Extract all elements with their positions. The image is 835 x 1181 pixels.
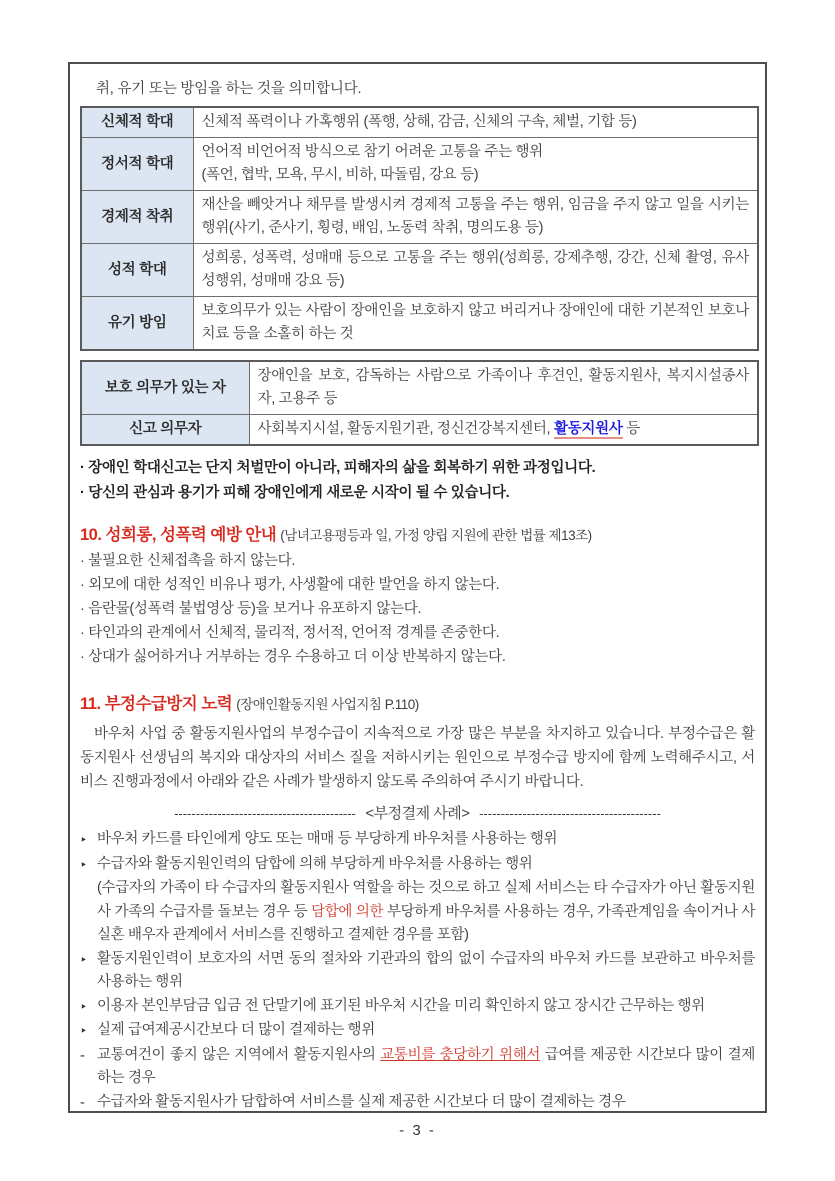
- fraud-case-text: 실제 급여제공시간보다 더 많이 결제하는 행위: [97, 1022, 375, 1038]
- subnote-pre: (수급자의 가족이 타 수급자의 활동지원사 역할을 하는 것으로 하고 실제 서비스는 타 수급자가 아닌 활동지원사 가족의 수급자를 돌보는 경우 등: [97, 880, 755, 920]
- fraud-case-item: [80, 853, 755, 878]
- divider-dashes-left: ------------------------------------------: [174, 806, 356, 821]
- fraud-case-item: [80, 1044, 755, 1091]
- table-row: [81, 415, 758, 446]
- fraud-case-item: [80, 995, 755, 1020]
- row-desc-report-duty: [249, 415, 758, 446]
- row-desc-abandonment-neglect: 보호의무가 있는 사람이 장애인을 보호하지 않고 버리거나 장애인에 대한 기본적인 보호나 치료 등을 소홀히 하는 것: [193, 297, 758, 351]
- row-label-report-duty: 신고 의무자: [81, 415, 249, 446]
- fraud-case-subnote: [80, 877, 755, 948]
- report-note: · 당신의 관심과 용기가 피해 장애인에게 새로운 시작이 될 수 있습니다.: [80, 485, 510, 501]
- case-pre: 교통여건이 좋지 않은 지역에서 활동지원사의: [97, 1046, 381, 1063]
- prevention-item: · 불필요한 신체접촉을 하지 않는다.: [80, 553, 296, 569]
- prevention-item: · 외모에 대한 성적인 비유나 평가, 사생활에 대한 발언을 하지 않는다.: [80, 577, 500, 593]
- fraud-case-text: 활동지원인력이 보호자의 서면 동의 절차와 기관과의 합의 없이 수급자의 바우처 카드를 보관하고 바우처를 사용하는 행위: [97, 950, 755, 990]
- table-row: [81, 138, 758, 191]
- dash-marker: -: [80, 1047, 85, 1064]
- intro-line: 취, 유기 또는 방임을 하는 것을 의미합니다.: [96, 81, 362, 97]
- section-10-items: [80, 549, 755, 669]
- section-11-title-row: [80, 691, 755, 718]
- fraud-cases-list: [80, 828, 755, 1113]
- prevention-item: · 상대가 싫어하거나 거부하는 경우 수용하고 더 이상 반복하지 않는다.: [80, 649, 506, 665]
- table-row: [81, 297, 758, 351]
- row-label-physical-abuse: 신체적 학대: [81, 107, 193, 138]
- case-red-underlined-phrase: 교통비를 충당하기 위해서: [380, 1046, 541, 1063]
- desc-line: (폭언, 협박, 모욕, 무시, 비하, 따돌림, 강요 등): [201, 167, 479, 183]
- fraud-case-text: [97, 1044, 755, 1091]
- fraud-case-text: 이용자 본인부담금 입금 전 단말기에 표기된 바우처 시간을 미리 확인하지 않고 장시간 근무하는 행위: [97, 997, 705, 1014]
- bullet-marker: ‣: [80, 952, 87, 967]
- report-note: · 장애인 학대신고는 단지 처벌만이 아니라, 피해자의 삶을 회복하기 위한 과정입니다.: [80, 460, 596, 476]
- row-desc-physical-abuse: 신체적 폭력이나 가혹행위 (폭행, 상해, 감금, 신체의 구속, 체벌, 기합 등): [193, 107, 758, 138]
- fraud-case-text: 수급자와 활동지원인력의 담합에 의해 부당하게 바우처를 사용하는 행위: [97, 855, 533, 872]
- row-label-emotional-abuse: 정서적 학대: [81, 138, 193, 191]
- row-desc-sexual-abuse: 성희롱, 성폭력, 성매매 등으로 고통을 주는 행위(성희롱, 강제추행, 강간, 신체 촬영, 유사성행위, 성매매 강요 등): [193, 244, 758, 297]
- row-label-sexual-abuse: 성적 학대: [81, 244, 193, 297]
- section-10-title: 10. 성희롱, 성폭력 예방 안내: [80, 526, 277, 544]
- fraud-cases-divider: [80, 802, 755, 826]
- section-11-paragraph: 바우처 사업 중 활동지원사업의 부정수급이 지속적으로 가장 많은 부분을 차지하고 있습니다. 부정수급은 활동지원사 선생님의 복지와 대상자의 서비스 질을 저하시키는 원인으로 부정수급 방지에 함께 노력해주시고, 서비스 진행과정에서 아래와 같은 사례가 발생하지 않도록 주의하여 주시기 바랍니다.: [80, 726, 755, 790]
- dash-marker: -: [80, 1094, 85, 1111]
- fraud-case-text: [97, 877, 755, 948]
- row-label-abandonment-neglect: 유기 방임: [81, 297, 193, 351]
- subnote-red-phrase: 담합에 의한: [311, 903, 384, 920]
- duty-table: [80, 360, 759, 446]
- report-duty-suffix: 등: [622, 421, 640, 437]
- subnote-post: 부당하게 바우처를 사용하는 경우, 가족관계임을 속이거나 사실혼 배우자 관계에서 서비스를 진행하고 결제한 경우를 포함): [97, 903, 756, 943]
- fraud-case-text: 바우처 카드를 타인에게 양도 또는 매매 등 부당하게 바우처를 사용하는 행위: [97, 831, 558, 847]
- table-row: [81, 107, 758, 138]
- desc-line: 언어적 비언어적 방식으로 참기 어려운 고통을 주는 행위: [201, 144, 543, 160]
- row-label-protection-duty: 보호 의무가 있는 자: [81, 361, 249, 415]
- page-number: - 3 -: [399, 1122, 436, 1139]
- row-desc-economic-exploitation: 재산을 빼앗거나 채무를 발생시켜 경제적 고통을 주는 행위, 임금을 주지 않고 일을 시키는 행위(사기, 준사기, 횡령, 배임, 노동력 착취, 명의도용 등): [193, 191, 758, 244]
- table-row: [81, 244, 758, 297]
- divider-dashes-right: ------------------------------------------: [479, 806, 661, 821]
- fraud-case-text: 수급자와 활동지원사가 담합하여 서비스를 실제 제공한 시간보다 더 많이 결제하는 경우: [97, 1093, 626, 1110]
- fraud-case-item: [80, 1091, 755, 1114]
- activity-assistant-link[interactable]: 활동지원사: [554, 421, 623, 437]
- section-10-subtitle: (남녀고용평등과 일, 가정 양립 지원에 관한 법률 제13조): [280, 528, 592, 543]
- fraud-case-item: [80, 1019, 755, 1044]
- fraud-case-item: [80, 828, 755, 853]
- bullet-marker: [80, 877, 97, 948]
- bullet-marker: ‣: [80, 857, 87, 872]
- row-label-economic-exploitation: 경제적 착취: [81, 191, 193, 244]
- page-sheet: [68, 62, 767, 1113]
- report-duty-prefix: 사회복지시설, 활동지원기관, 정신건강복지센터,: [257, 421, 555, 437]
- fraud-case-item: [80, 948, 755, 995]
- bullet-marker: ‣: [80, 999, 87, 1014]
- bullet-marker: ‣: [80, 1024, 87, 1038]
- divider-label: <부정결제 사례>: [365, 805, 470, 822]
- section-11-title: 11. 부정수급방지 노력: [80, 695, 233, 713]
- report-notes: [80, 456, 755, 506]
- section-10-title-row: [80, 522, 755, 549]
- table-row: [81, 191, 758, 244]
- row-desc-emotional-abuse: [193, 138, 758, 191]
- prevention-item: · 음란물(성폭력 불법영상 등)을 보거나 유포하지 않는다.: [80, 601, 422, 617]
- table-row: [81, 361, 758, 415]
- section-11-subtitle: (장애인활동지원 사업지침 P.110): [236, 697, 419, 712]
- prevention-item: · 타인과의 관계에서 신체적, 물리적, 정서적, 언어적 경계를 존중한다.: [80, 625, 500, 641]
- row-desc-protection-duty: 장애인을 보호, 감독하는 사람으로 가족이나 후견인, 활동지원사, 복지시설종사자, 고용주 등: [249, 361, 758, 415]
- bullet-marker: ‣: [80, 833, 87, 847]
- abuse-type-table: [80, 106, 759, 351]
- case-post: 급여를 제공한 시간보다 많이 결제하는 경우: [97, 1046, 755, 1086]
